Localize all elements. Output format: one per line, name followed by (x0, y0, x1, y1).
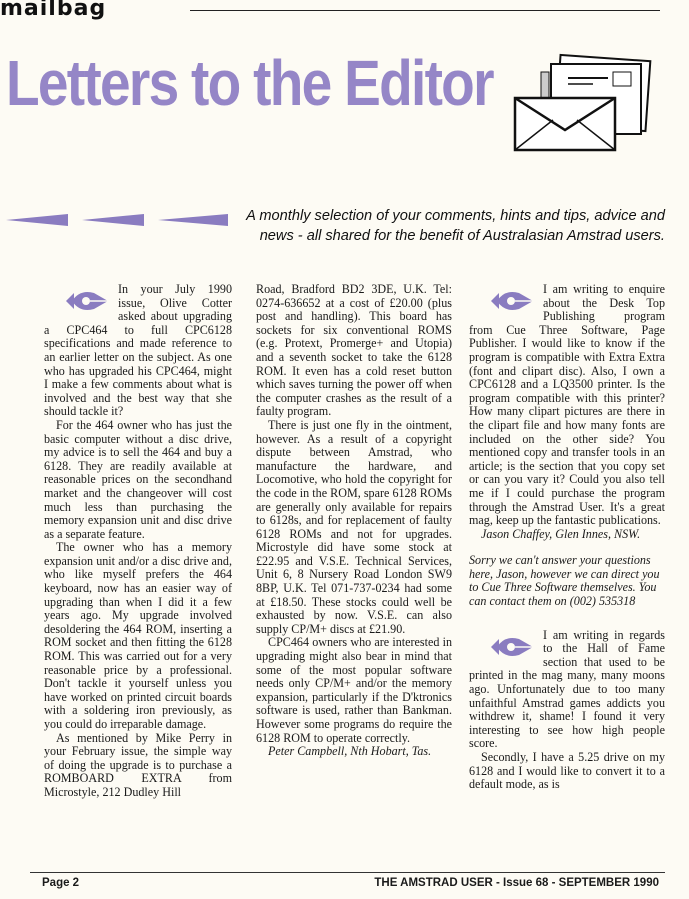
envelope-letters-icon (513, 50, 663, 160)
letter-paragraph: As mentioned by Mike Perry in your February issue, the simple way of doing the upgrade is to purchase a ROMBOARD EXTRA from Microstyle, 212 Dudley Hill (44, 730, 232, 799)
quill-pen-icon (469, 633, 535, 661)
page-title: Letters to the Editor (6, 47, 493, 119)
arrow-bullets-icon (6, 213, 231, 227)
letter-paragraph: CPC464 owners who are interested in upgrading might also bear in mind that some of the most popular software needs only CP/M+ and/or the memory expansion, particularly if the D'ktronics software is used, rather than Bankman. However some programs do require the 6128 ROM to operate correctly. (256, 635, 452, 745)
letter-paragraph: Secondly, I have a 5.25 drive on my 6128 and I would like to convert it to a default mode, as is (469, 750, 665, 792)
letter-column-1 (44, 283, 232, 800)
letter-paragraph: For the 464 owner who has just the basic computer without a disc drive, my advice is to sell the 464 and buy a 6128. They are readily available at reasonable prices on the secondhand market and the changeover will cost much less than purchasing the memory expansion unit and disc drive as a separate feature. (44, 417, 232, 541)
letter-paragraph: I am writing to enquire about the Desk Top Publishing program from Cue Three Software, Page Publisher. I would like to know if the program is compatible with Extra Extra (font and clipart disc). Also, I own a CPC6128 and a LQ3500 printer. Is the program compatible with this printer? How many clipart pictures are there in the clipart file and how many fonts are included on the other side? You mentioned copy and transfer tools in an article; is the section that you copy set or can you vary it? Could you also tell me if I could purchase the program through the Amstrad User. It's a great mag, keep up the fantastic publications. (469, 282, 665, 528)
letter-column-2 (256, 283, 452, 759)
letter-paragraph: The owner who has a memory expansion unit and/or a disc drive and, who like myself prefers the 464 keyboard, now has an easier way of upgrading than when I did it a few years ago. My upgrade involved desoldering the 464 ROM, inserting a ROM socket and then fitting the 6128 ROM. This was carried out for a very reasonable price by a professional. Don't tackle it yourself unless you have worked on printed circuit boards with a soldering iron previously, as you could do irreparable damage. (44, 540, 232, 731)
letter-paragraph: There is just one fly in the ointment, however. As a result of a copyright dispute between Amstrad, who manufacture the hardware, and Locomotive, who hold the copyright for the code in the ROM, spare 6128 ROMs are generally only available for repairs to 6128s, and for replacement of faulty 6128 ROMs and not for upgrades. Microstyle did have some stock at £22.95 and V.S.E. Technical Services, Unit 6, 8 Nursery Road London SW9 8BP, U.K. Tel 071-737-0234 had some at £18.50. These stocks could well be exhausted by now. V.S.E. can also supply CP/M+ discs at £21.90. (256, 417, 452, 636)
page-number: Page 2 (42, 877, 80, 889)
editor-reply: Sorry we can't answer your questions here, Jason, however we can direct you to Cue Three Software themselves. You can contact them on (002) 535318 (469, 553, 660, 609)
issue-info: THE AMSTRAD USER - Issue 68 - SEPTEMBER 1990 (374, 877, 659, 889)
letter-column-3 (469, 283, 665, 792)
footer-rule (30, 872, 665, 873)
quill-pen-icon (44, 287, 110, 315)
letter-paragraph: In your July 1990 issue, Olive Cotter asked about upgrading a CPC464 to full CPC6128 specifications and made reference to an earlier letter on the subject. As one who has upgraded his CPC464, might I make a few comments about what is involved and the best way that she should tackle it? (44, 282, 232, 419)
letter-signature: Peter Campbell, Nth Hobart, Tas. (268, 744, 432, 759)
section-kicker: mailbag (0, 0, 107, 21)
letter-signature: Jason Chaffey, Glen Innes, NSW. (481, 526, 641, 541)
quill-pen-icon (469, 287, 535, 315)
header-rule (190, 10, 660, 11)
letter-paragraph: Road, Bradford BD2 3DE, U.K. Tel: 0274-636652 at a cost of £20.00 (plus post and handling). This board has sockets for six conventional ROMS (e.g. Protext, Promerge+ and Utopia) and a seventh socket to take the 6128 ROM. It even has a cold reset button which saves turning the power off when the computer crashes as the result of a faulty program. (256, 282, 452, 419)
letter-paragraph: I am writing in regards to the Hall of Fame section that used to be printed in the mag many, many moons ago. Unfortunately due to too many unfaithful Amstrad games addicts you withdrew it, shame! I found it very interesting to see how high people score. (469, 627, 665, 751)
page-subtitle: A monthly selection of your comments, hints and tips, advice and news - all shared for the benefit of Australasian Amstrad users. (246, 208, 665, 244)
